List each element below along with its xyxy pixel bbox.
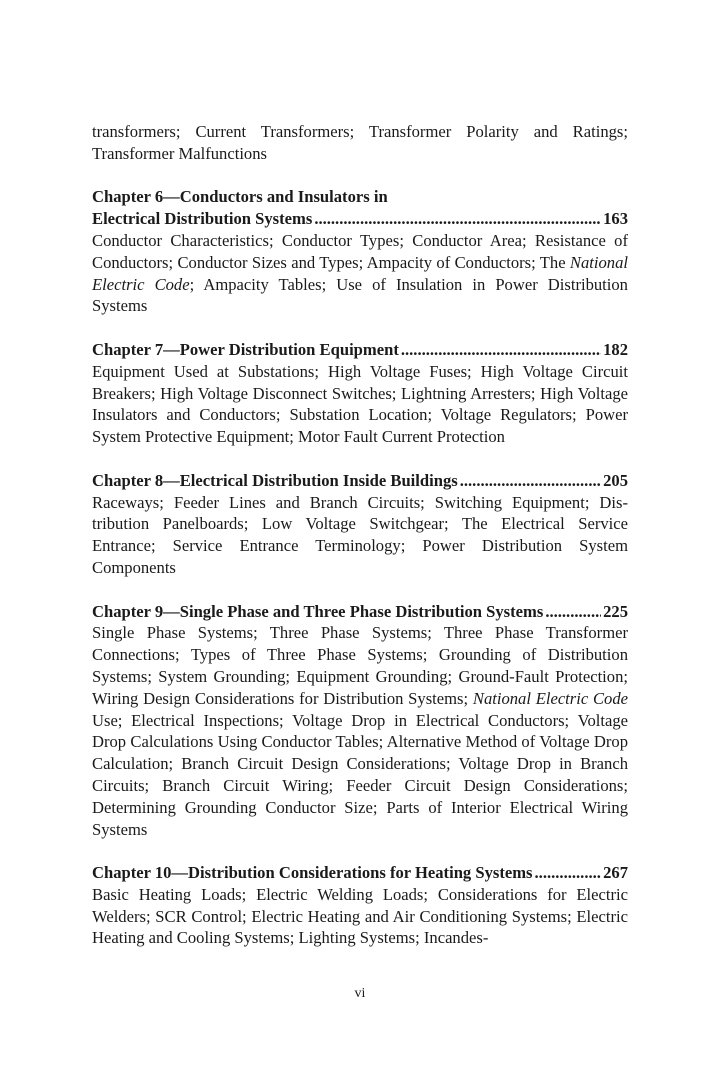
- chapter-9-title: Chapter 9—Single Phase and Three Phase Distribution Systems: [92, 601, 544, 621]
- toc-entry-chapter-9: [92, 601, 628, 841]
- chapter-7-title: Chapter 7—Power Distribution Equipment: [92, 339, 399, 359]
- chapter-6-desc-part1: Conductor Characteristics; Conductor Types; Conductor Area; Resistance of Conductors; Conductor Sizes and Types; Ampacity of Conductors; The: [92, 230, 628, 272]
- dot-leader: [545, 601, 601, 623]
- chapter-9-description: [92, 622, 628, 840]
- chapter-7-description: Equipment Used at Substations; High Voltage Fuses; High Voltage Circuit Breakers; High Voltage Disconnect Switches; Lightning Arresters; High Voltage Insulators and Conductors; Substation Location; Voltage Regulators; Power System Protective Equipment; Motor Fault Current Protection: [92, 361, 628, 447]
- page-folio: vi: [354, 986, 366, 1001]
- chapter-10-description: Basic Heating Loads; Electric Welding Loads; Considerations for Electric Welders; SCR Control; Electric Heating and Air Conditioning Systems; Electric Heating and Cooling Systems; Lighting Systems; Incandes-: [92, 884, 628, 948]
- chapter-6-desc-part2: ; Ampacity Tables; Use of Insulation in Power Distribution Systems: [92, 274, 628, 316]
- chapter-9-page-number: 225: [603, 601, 628, 621]
- dot-leader: [460, 470, 601, 492]
- chapter-8-page-number: 205: [603, 470, 628, 490]
- dot-leader: [314, 208, 601, 230]
- chapter-6-title-line1: Chapter 6—Conductors and Insulators in: [92, 187, 388, 207]
- toc-entry-chapter-7: [92, 339, 628, 448]
- chapter-7-page-number: 182: [603, 339, 628, 359]
- chapter-8-heading: [92, 470, 628, 492]
- chapter-8-title: Chapter 8—Electrical Distribution Inside Buildings: [92, 470, 458, 490]
- toc-content: [92, 121, 628, 949]
- toc-entry-chapter-8: [92, 470, 628, 579]
- chapter-9-heading: [92, 601, 628, 623]
- toc-entry-chapter-6: [92, 186, 628, 317]
- chapter-6-heading: [92, 208, 628, 230]
- chapter-10-page-number: 267: [603, 863, 628, 883]
- chapter-8-description: Raceways; Feeder Lines and Branch Circuits; Switching Equipment; Distribution Panelboards; Low Voltage Switchgear; The Electrical Service Entrance; Service Entrance Terminology; Power Distribution System Components: [92, 492, 628, 577]
- chapter-6-title: Electrical Distribution Systems: [92, 209, 313, 229]
- chapter-9-desc-italic: National Electric Code: [472, 688, 629, 708]
- toc-entry-chapter-10: [92, 862, 628, 949]
- dot-leader: [401, 339, 601, 361]
- chapter-6-desc-italic: National Electric Code: [92, 252, 628, 294]
- dot-leader: [535, 862, 602, 884]
- chapter-7-heading: [92, 339, 628, 361]
- chapter-9-desc-part2: Use; Electrical Inspections; Voltage Drop in Electrical Conductors; Voltage Drop Calculations Using Conductor Tables; Alternative Method of Voltage Drop Calculation; Branch Circuit Design Considerations; Voltage Drop in Branch Circuits; Branch Circuit Wiring; Feeder Circuit Design Considerations; Determining Grounding Conductor Size; Parts of Interior Electrical Wiring Systems: [92, 710, 628, 839]
- chapter-10-title: Chapter 10—Distribution Considerations for Heating Systems: [92, 863, 533, 883]
- intro-continuation: transformers; Current Transformers; Transformer Polarity and Ratings; Transformer Malfunctions: [92, 122, 628, 163]
- chapter-10-heading: [92, 862, 628, 884]
- chapter-6-page-number: 163: [603, 209, 628, 229]
- chapter-9-desc-part1: Single Phase Systems; Three Phase Systems; Three Phase Transformer Connections; Types of Three Phase Systems; Grounding of Distribution Systems; System Grounding; Equipment Grounding; Ground-Fault Protection; Wiring Design Considerations for Distribution Systems;: [92, 623, 628, 708]
- chapter-6-description: [92, 230, 628, 317]
